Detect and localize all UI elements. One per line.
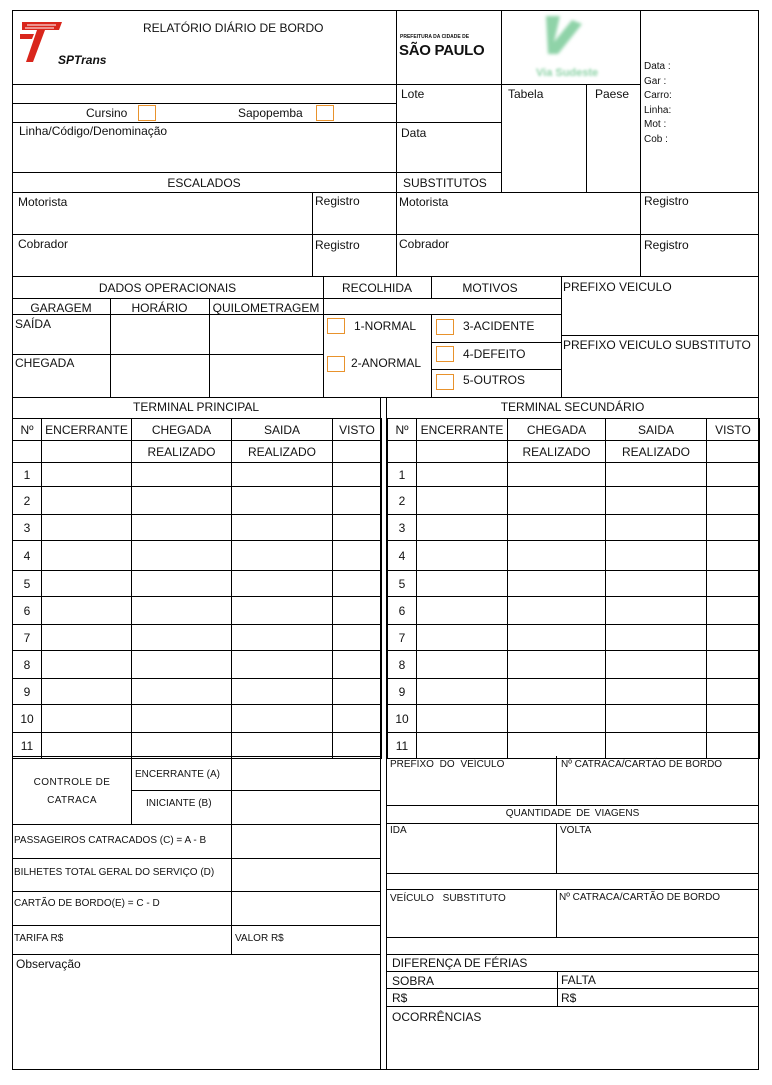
registro-label: Registro	[315, 194, 360, 208]
row-number: 1	[13, 463, 42, 487]
row-cell[interactable]	[508, 571, 606, 597]
row-cell[interactable]	[132, 733, 232, 759]
row-cell[interactable]	[132, 651, 232, 679]
registro-label-2: Registro	[315, 238, 360, 252]
normal-label: 1-NORMAL	[354, 319, 417, 333]
quantidade-viagens-label: QUANTIDADE DE VIAGENS	[505, 808, 640, 819]
row-cell[interactable]	[232, 541, 333, 571]
observacao-label: Observação	[16, 957, 81, 971]
row-cell[interactable]	[42, 541, 132, 571]
terminal-row	[13, 541, 382, 571]
registro-sub-label: Registro	[644, 194, 689, 208]
row-cell[interactable]	[42, 597, 132, 625]
terminal-principal-header: TERMINAL PRINCIPAL	[132, 400, 260, 414]
terminal-row	[13, 625, 382, 651]
tp-col-no: Nº	[13, 419, 42, 441]
row-number: 10	[13, 705, 42, 733]
anormal-label: 2-ANORMAL	[351, 356, 422, 370]
tp-col-visto: VISTO	[333, 419, 382, 441]
sptrans-logo	[18, 18, 118, 70]
sobra-label: SOBRA	[392, 974, 435, 988]
registro-sub-label-2: Registro	[644, 238, 689, 252]
row-cell[interactable]	[707, 625, 760, 651]
terminal-row	[388, 679, 760, 705]
terminal-row	[13, 463, 382, 487]
row-cell[interactable]	[42, 463, 132, 487]
cobrador-label: Cobrador	[18, 237, 69, 251]
ts-chegada-realizado: REALIZADO	[508, 441, 606, 463]
row-cell[interactable]	[333, 515, 382, 541]
row-cell[interactable]	[508, 515, 606, 541]
normal-checkbox[interactable]	[327, 318, 345, 334]
quilometragem-col: QUILOMETRAGEM	[212, 301, 320, 315]
escalados-header: ESCALADOS	[167, 176, 241, 190]
row-number: 5	[13, 571, 42, 597]
terminal-row	[388, 705, 760, 733]
row-cell[interactable]	[606, 571, 707, 597]
ts-col-encerrante: ENCERRANTE	[417, 419, 508, 441]
row-cell[interactable]	[132, 705, 232, 733]
row-cell[interactable]	[707, 679, 760, 705]
data-label: Data	[401, 126, 427, 140]
horario-col: HORÁRIO	[131, 301, 188, 315]
row-cell[interactable]	[707, 651, 760, 679]
veiculo-substituto-label: VEÍCULO SUBSTITUTO	[390, 893, 506, 904]
row-cell[interactable]	[508, 651, 606, 679]
tarifa-label: TARIFA R$	[14, 933, 64, 944]
catraca-cartao-label-2: Nº CATRACA/CARTÃO DE BORDO	[559, 892, 721, 903]
row-cell[interactable]	[707, 705, 760, 733]
row-cell[interactable]	[508, 679, 606, 705]
row-cell[interactable]	[132, 541, 232, 571]
row-cell[interactable]	[417, 515, 508, 541]
acidente-label: 3-ACIDENTE	[463, 319, 535, 333]
terminal-row	[13, 651, 382, 679]
row-cell[interactable]	[132, 463, 232, 487]
row-cell[interactable]	[42, 487, 132, 515]
paese-label: Paese	[595, 87, 630, 101]
ts-col-visto: VISTO	[707, 419, 760, 441]
partner-logo-text: Via Sudeste	[536, 67, 599, 79]
row-cell[interactable]	[232, 705, 333, 733]
side-info-cob: Cob :	[644, 133, 668, 145]
row-cell[interactable]	[417, 651, 508, 679]
side-info	[644, 60, 672, 147]
row-cell[interactable]	[132, 487, 232, 515]
row-cell[interactable]	[333, 541, 382, 571]
row-cell[interactable]	[232, 679, 333, 705]
row-cell[interactable]	[707, 571, 760, 597]
terminal-row	[388, 651, 760, 679]
tp-chegada-realizado: REALIZADO	[132, 441, 232, 463]
passageiros-label: PASSAGEIROS CATRACADOS (C) = A - B	[14, 835, 207, 846]
row-cell[interactable]	[508, 487, 606, 515]
terminal-row	[388, 625, 760, 651]
tp-col-saida: SAIDA	[232, 419, 333, 441]
row-cell[interactable]	[417, 597, 508, 625]
row-number: 4	[388, 541, 417, 571]
row-cell[interactable]	[42, 733, 132, 759]
terminal-row	[388, 487, 760, 515]
terminal-row	[388, 463, 760, 487]
row-cell[interactable]	[417, 705, 508, 733]
defeito-checkbox[interactable]	[436, 346, 454, 362]
saida-label: SAÍDA	[15, 317, 52, 331]
row-cell[interactable]	[417, 679, 508, 705]
terminal-row	[388, 541, 760, 571]
controle-catraca-label: CONTROLE DE CATRACA	[33, 777, 111, 806]
tp-col-encerrante: ENCERRANTE	[42, 419, 132, 441]
cursino-label: Cursino	[86, 106, 128, 120]
terminal-row	[13, 733, 382, 759]
row-cell[interactable]	[707, 597, 760, 625]
prefeitura-small: PREFEITURA DA CIDADE DE	[400, 34, 470, 40]
chegada-label: CHEGADA	[15, 356, 75, 370]
row-cell[interactable]	[232, 597, 333, 625]
side-info-mot: Mot :	[644, 119, 667, 130]
side-info-linha: Linha:	[644, 104, 672, 116]
anormal-checkbox[interactable]	[327, 356, 345, 372]
row-number: 8	[13, 651, 42, 679]
dados-operacionais-header: DADOS OPERACIONAIS	[98, 281, 237, 295]
row-cell[interactable]	[707, 463, 760, 487]
row-cell[interactable]	[606, 487, 707, 515]
terminal-row	[388, 597, 760, 625]
terminal-row	[13, 679, 382, 705]
sptrans-logo-text: SPTrans	[58, 53, 107, 67]
row-cell[interactable]	[42, 651, 132, 679]
row-number: 7	[388, 625, 417, 651]
row-cell[interactable]	[606, 705, 707, 733]
row-number: 9	[13, 679, 42, 705]
prefixo-substituto-label: PREFIXO VEICULO SUBSTITUTO	[563, 338, 751, 352]
recolhida-header: RECOLHIDA	[341, 281, 412, 295]
row-cell[interactable]	[333, 597, 382, 625]
falta-rs-label: R$	[561, 991, 577, 1005]
row-number: 11	[13, 733, 42, 759]
iniciante-b-label: INICIANTE (B)	[146, 798, 212, 809]
row-cell[interactable]	[606, 463, 707, 487]
terminal-row	[13, 597, 382, 625]
row-cell[interactable]	[417, 733, 508, 759]
row-number: 3	[388, 515, 417, 541]
row-number: 5	[388, 571, 417, 597]
prefixo-veiculo-label: PREFIXO VEICULO	[563, 280, 672, 294]
row-number: 1	[388, 463, 417, 487]
row-cell[interactable]	[606, 679, 707, 705]
cartao-bordo-label: CARTÃO DE BORDO(E) = C - D	[14, 898, 160, 909]
row-cell[interactable]	[132, 515, 232, 541]
side-info-data: Data :	[644, 61, 671, 72]
row-number: 6	[388, 597, 417, 625]
terminal-principal-table	[12, 418, 382, 759]
row-cell[interactable]	[333, 733, 382, 759]
row-number: 6	[13, 597, 42, 625]
row-cell[interactable]	[707, 515, 760, 541]
row-cell[interactable]	[508, 541, 606, 571]
row-cell[interactable]	[707, 733, 760, 759]
row-cell[interactable]	[508, 463, 606, 487]
row-cell[interactable]	[42, 679, 132, 705]
cobrador-sub-label: Cobrador	[399, 237, 450, 251]
partner-logo	[510, 12, 630, 82]
row-cell[interactable]	[606, 625, 707, 651]
diferenca-ferias-label: DIFERENÇA DE FÉRIAS	[392, 956, 528, 970]
row-cell[interactable]	[42, 705, 132, 733]
motorista-sub-label: Motorista	[399, 195, 449, 209]
bilhetes-label: BILHETES TOTAL GERAL DO SERVIÇO (D)	[14, 867, 215, 878]
sapopemba-label: Sapopemba	[238, 106, 303, 120]
volta-label: VOLTA	[560, 825, 592, 836]
row-cell[interactable]	[508, 597, 606, 625]
row-cell[interactable]	[132, 679, 232, 705]
row-cell[interactable]	[333, 679, 382, 705]
ida-label: IDA	[390, 825, 407, 836]
form-title: RELATÓRIO DIÁRIO DE BORDO	[143, 21, 324, 35]
substitutos-header: SUBSTITUTOS	[403, 176, 487, 190]
row-cell[interactable]	[508, 733, 606, 759]
ts-col-chegada: CHEGADA	[508, 419, 606, 441]
row-number: 3	[13, 515, 42, 541]
row-cell[interactable]	[417, 463, 508, 487]
tp-col-chegada: CHEGADA	[132, 419, 232, 441]
row-cell[interactable]	[132, 571, 232, 597]
valor-label: VALOR R$	[235, 933, 284, 944]
catraca-cartao-label: Nº CATRACA/CARTÃO DE BORDO	[561, 759, 723, 770]
row-cell[interactable]	[132, 625, 232, 651]
row-cell[interactable]	[232, 733, 333, 759]
row-cell[interactable]	[232, 515, 333, 541]
ts-col-no: Nº	[388, 419, 417, 441]
terminal-secundario-table	[387, 418, 760, 759]
row-cell[interactable]	[333, 651, 382, 679]
garagem-col: GARAGEM	[30, 301, 92, 315]
row-cell[interactable]	[606, 515, 707, 541]
sapopemba-checkbox[interactable]	[316, 105, 334, 121]
row-number: 8	[388, 651, 417, 679]
cursino-checkbox[interactable]	[138, 105, 156, 121]
terminal-row	[13, 705, 382, 733]
outros-label: 5-OUTROS	[463, 373, 526, 387]
sobra-rs-label: R$	[392, 991, 408, 1005]
row-cell[interactable]	[707, 487, 760, 515]
row-cell[interactable]	[417, 625, 508, 651]
row-cell[interactable]	[333, 705, 382, 733]
side-info-carro: Carro:	[644, 90, 672, 101]
row-cell[interactable]	[232, 463, 333, 487]
row-number: 7	[13, 625, 42, 651]
row-cell[interactable]	[42, 625, 132, 651]
row-number: 2	[13, 487, 42, 515]
linha-label: Linha/Código/Denominação	[19, 124, 168, 138]
row-cell[interactable]	[508, 705, 606, 733]
terminal-row	[13, 571, 382, 597]
motivos-header: MOTIVOS	[462, 281, 518, 295]
lote-label: Lote	[401, 87, 425, 101]
row-cell[interactable]	[606, 541, 707, 571]
tp-saida-realizado: REALIZADO	[232, 441, 333, 463]
row-cell[interactable]	[508, 625, 606, 651]
row-number: 9	[388, 679, 417, 705]
prefeitura-logo: SÃO PAULO	[399, 42, 485, 59]
row-number: 11	[388, 733, 417, 759]
row-number: 2	[388, 487, 417, 515]
row-cell[interactable]	[333, 571, 382, 597]
row-cell[interactable]	[42, 571, 132, 597]
row-cell[interactable]	[232, 651, 333, 679]
row-cell[interactable]	[707, 541, 760, 571]
row-number: 4	[13, 541, 42, 571]
row-cell[interactable]	[606, 651, 707, 679]
row-number: 10	[388, 705, 417, 733]
row-cell[interactable]	[232, 571, 333, 597]
row-cell[interactable]	[232, 487, 333, 515]
row-cell[interactable]	[417, 487, 508, 515]
row-cell[interactable]	[333, 487, 382, 515]
row-cell[interactable]	[606, 597, 707, 625]
tabela-label: Tabela	[508, 87, 544, 101]
row-cell[interactable]	[333, 625, 382, 651]
falta-label: FALTA	[561, 973, 596, 987]
row-cell[interactable]	[232, 625, 333, 651]
side-info-gar: Gar :	[644, 75, 667, 87]
acidente-checkbox[interactable]	[436, 319, 454, 335]
row-cell[interactable]	[417, 571, 508, 597]
terminal-secundario-header: TERMINAL SECUNDÁRIO	[500, 400, 645, 414]
terminal-row	[13, 487, 382, 515]
motorista-label: Motorista	[18, 195, 68, 209]
row-cell[interactable]	[42, 515, 132, 541]
row-cell[interactable]	[333, 463, 382, 487]
ts-saida-realizado: REALIZADO	[606, 441, 707, 463]
row-cell[interactable]	[606, 733, 707, 759]
outros-checkbox[interactable]	[436, 374, 454, 390]
terminal-row	[388, 733, 760, 759]
encerrante-a-label: ENCERRANTE (A)	[135, 769, 221, 780]
defeito-label: 4-DEFEITO	[463, 347, 526, 361]
tp-rows	[13, 463, 382, 759]
ocorrencias-label: OCORRÊNCIAS	[392, 1010, 482, 1024]
terminal-row	[388, 515, 760, 541]
row-cell[interactable]	[417, 541, 508, 571]
ts-col-saida: SAIDA	[606, 419, 707, 441]
terminal-row	[388, 571, 760, 597]
row-cell[interactable]	[132, 597, 232, 625]
ts-rows	[388, 463, 760, 759]
prefixo-do-veiculo-label: PREFIXO DO VEÍCULO	[390, 759, 505, 770]
terminal-row	[13, 515, 382, 541]
